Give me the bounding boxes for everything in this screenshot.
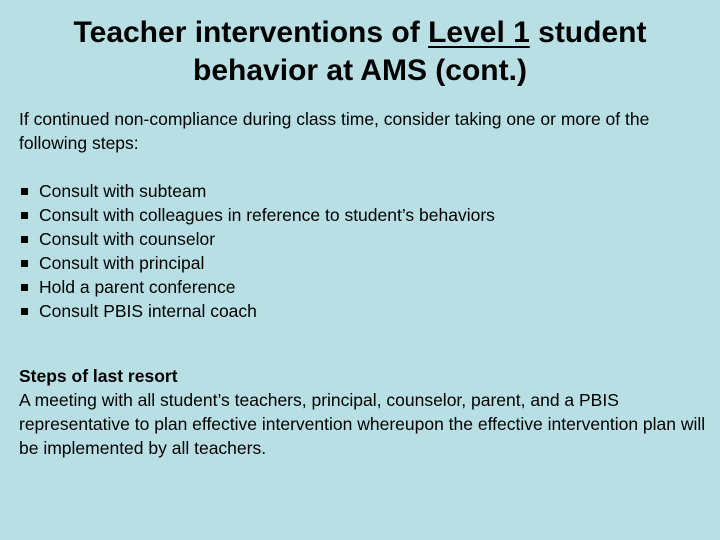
list-item-text: Consult PBIS internal coach bbox=[39, 301, 257, 321]
list-item-text: Consult with principal bbox=[39, 253, 205, 273]
last-resort-text: A meeting with all student’s teachers, principal, counselor, parent, and a PBIS representative to plan effective intervention whereupon the effective intervention plan will be implemented by all teachers. bbox=[19, 390, 706, 458]
steps-list bbox=[19, 179, 714, 323]
intro-text: If continued non-compliance during class time, consider taking one or more of the following steps: bbox=[19, 109, 650, 153]
list-item bbox=[19, 179, 714, 203]
list-item-text: Consult with subteam bbox=[39, 181, 207, 201]
title-part-1: Teacher interventions of bbox=[73, 16, 429, 49]
square-bullet-icon bbox=[21, 308, 28, 315]
list-item bbox=[19, 299, 714, 323]
slide-body bbox=[19, 107, 714, 460]
title-level-underlined: Level 1 bbox=[428, 16, 530, 49]
list-item-text: Hold a parent conference bbox=[39, 277, 236, 297]
square-bullet-icon bbox=[21, 236, 28, 243]
list-item bbox=[19, 251, 714, 275]
list-item bbox=[19, 275, 714, 299]
list-item-text: Consult with colleagues in reference to student’s behaviors bbox=[39, 205, 495, 225]
square-bullet-icon bbox=[21, 260, 28, 267]
square-bullet-icon bbox=[21, 188, 28, 195]
list-item bbox=[19, 203, 714, 227]
slide-title bbox=[8, 14, 712, 90]
last-resort-heading: Steps of last resort bbox=[19, 366, 178, 386]
list-item-text: Consult with counselor bbox=[39, 229, 216, 249]
list-item bbox=[19, 227, 714, 251]
title-part-2: student behavior at AMS (cont.) bbox=[193, 16, 647, 87]
square-bullet-icon bbox=[21, 284, 28, 291]
square-bullet-icon bbox=[21, 212, 28, 219]
